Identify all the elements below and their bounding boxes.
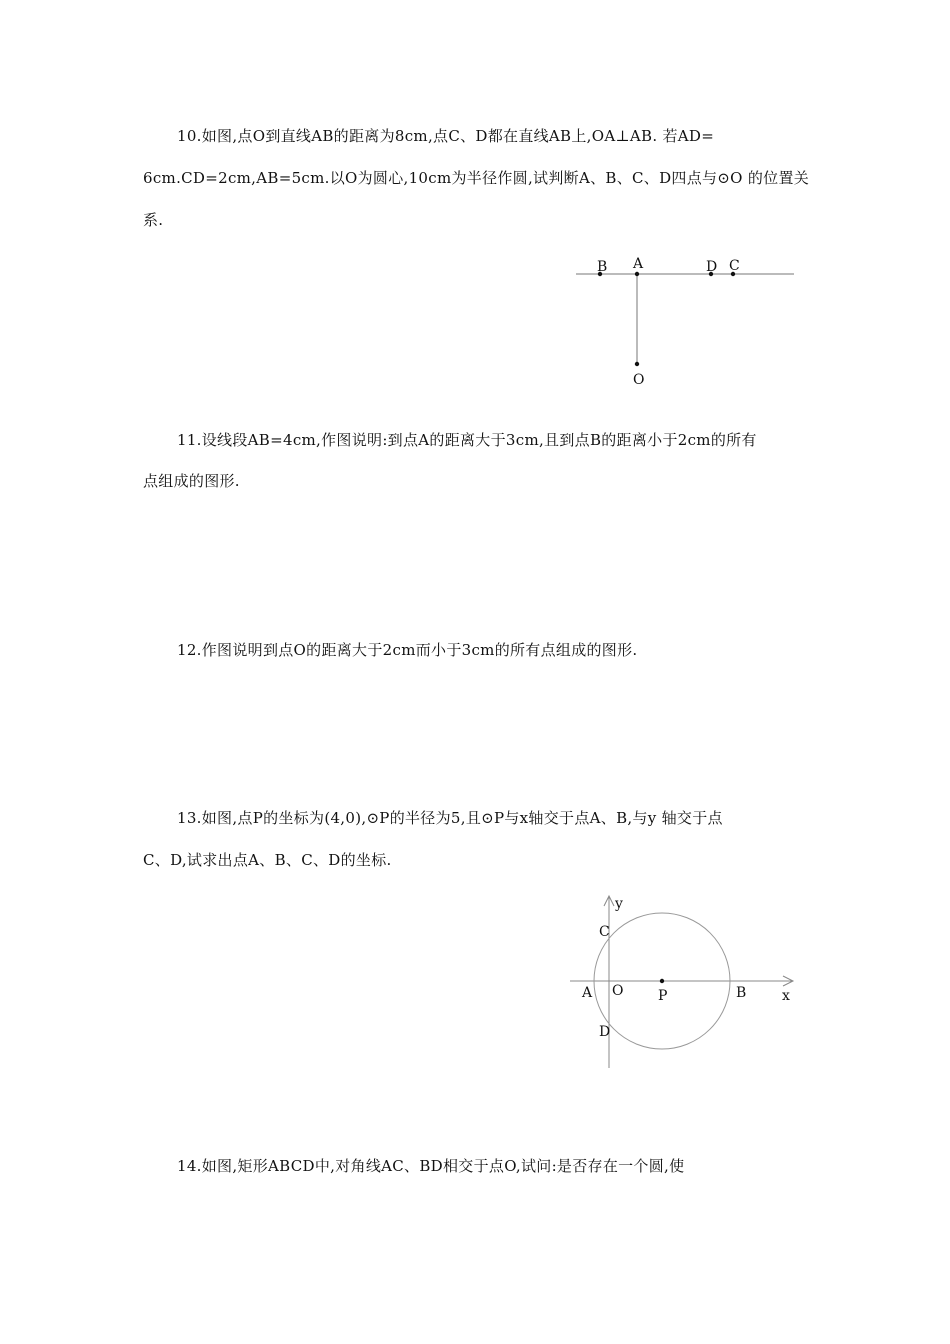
label-o: O [612, 983, 624, 999]
problem-11-line-2: 点组成的图形. [143, 472, 240, 490]
problem-13-line-2: C、D,试求出点A、B、C、D的坐标. [143, 851, 392, 869]
problem-13-line-1: 13.如图,点P的坐标为(4,0),⊙P的半径为5,且⊙P与x轴交于点A、B,与y 轴交于点 [177, 809, 723, 827]
label-a: A [582, 985, 593, 1001]
point-o [635, 362, 639, 366]
label-b: B [597, 259, 608, 275]
label-o: O [633, 372, 645, 388]
label-b: B [736, 985, 747, 1001]
problem-10-line-1: 10.如图,点O到直线AB的距离为8cm,点C、D都在直线AB上,OA⊥AB. 若AD= [177, 127, 715, 145]
label-y: y [615, 896, 623, 912]
problem-11-line-1: 11.设线段AB=4cm,作图说明:到点A的距离大于3cm,且到点B的距离小于2cm的所有 [177, 431, 757, 449]
point-p [660, 979, 664, 983]
problem-12-line-1: 12.作图说明到点O的距离大于2cm而小于3cm的所有点组成的图形. [177, 641, 638, 659]
label-p: P [658, 988, 668, 1004]
label-d: D [599, 1024, 611, 1040]
label-x: x [782, 988, 790, 1004]
label-d: D [706, 259, 718, 275]
point-a [635, 272, 639, 276]
figure-13 [565, 890, 805, 1075]
problem-14-line-1: 14.如图,矩形ABCD中,对角线AC、BD相交于点O,试问:是否存在一个圆,使 [177, 1157, 685, 1175]
label-a: A [633, 256, 644, 272]
label-c: C [599, 924, 610, 940]
label-c: C [729, 258, 740, 274]
figure-10 [570, 250, 800, 390]
problem-10-line-2: 6cm.CD=2cm,AB=5cm.以O为圆心,10cm为半径作圆,试判断A、B、C、D四点与⊙O 的位置关 [143, 169, 810, 187]
problem-10-line-3: 系. [143, 211, 164, 229]
